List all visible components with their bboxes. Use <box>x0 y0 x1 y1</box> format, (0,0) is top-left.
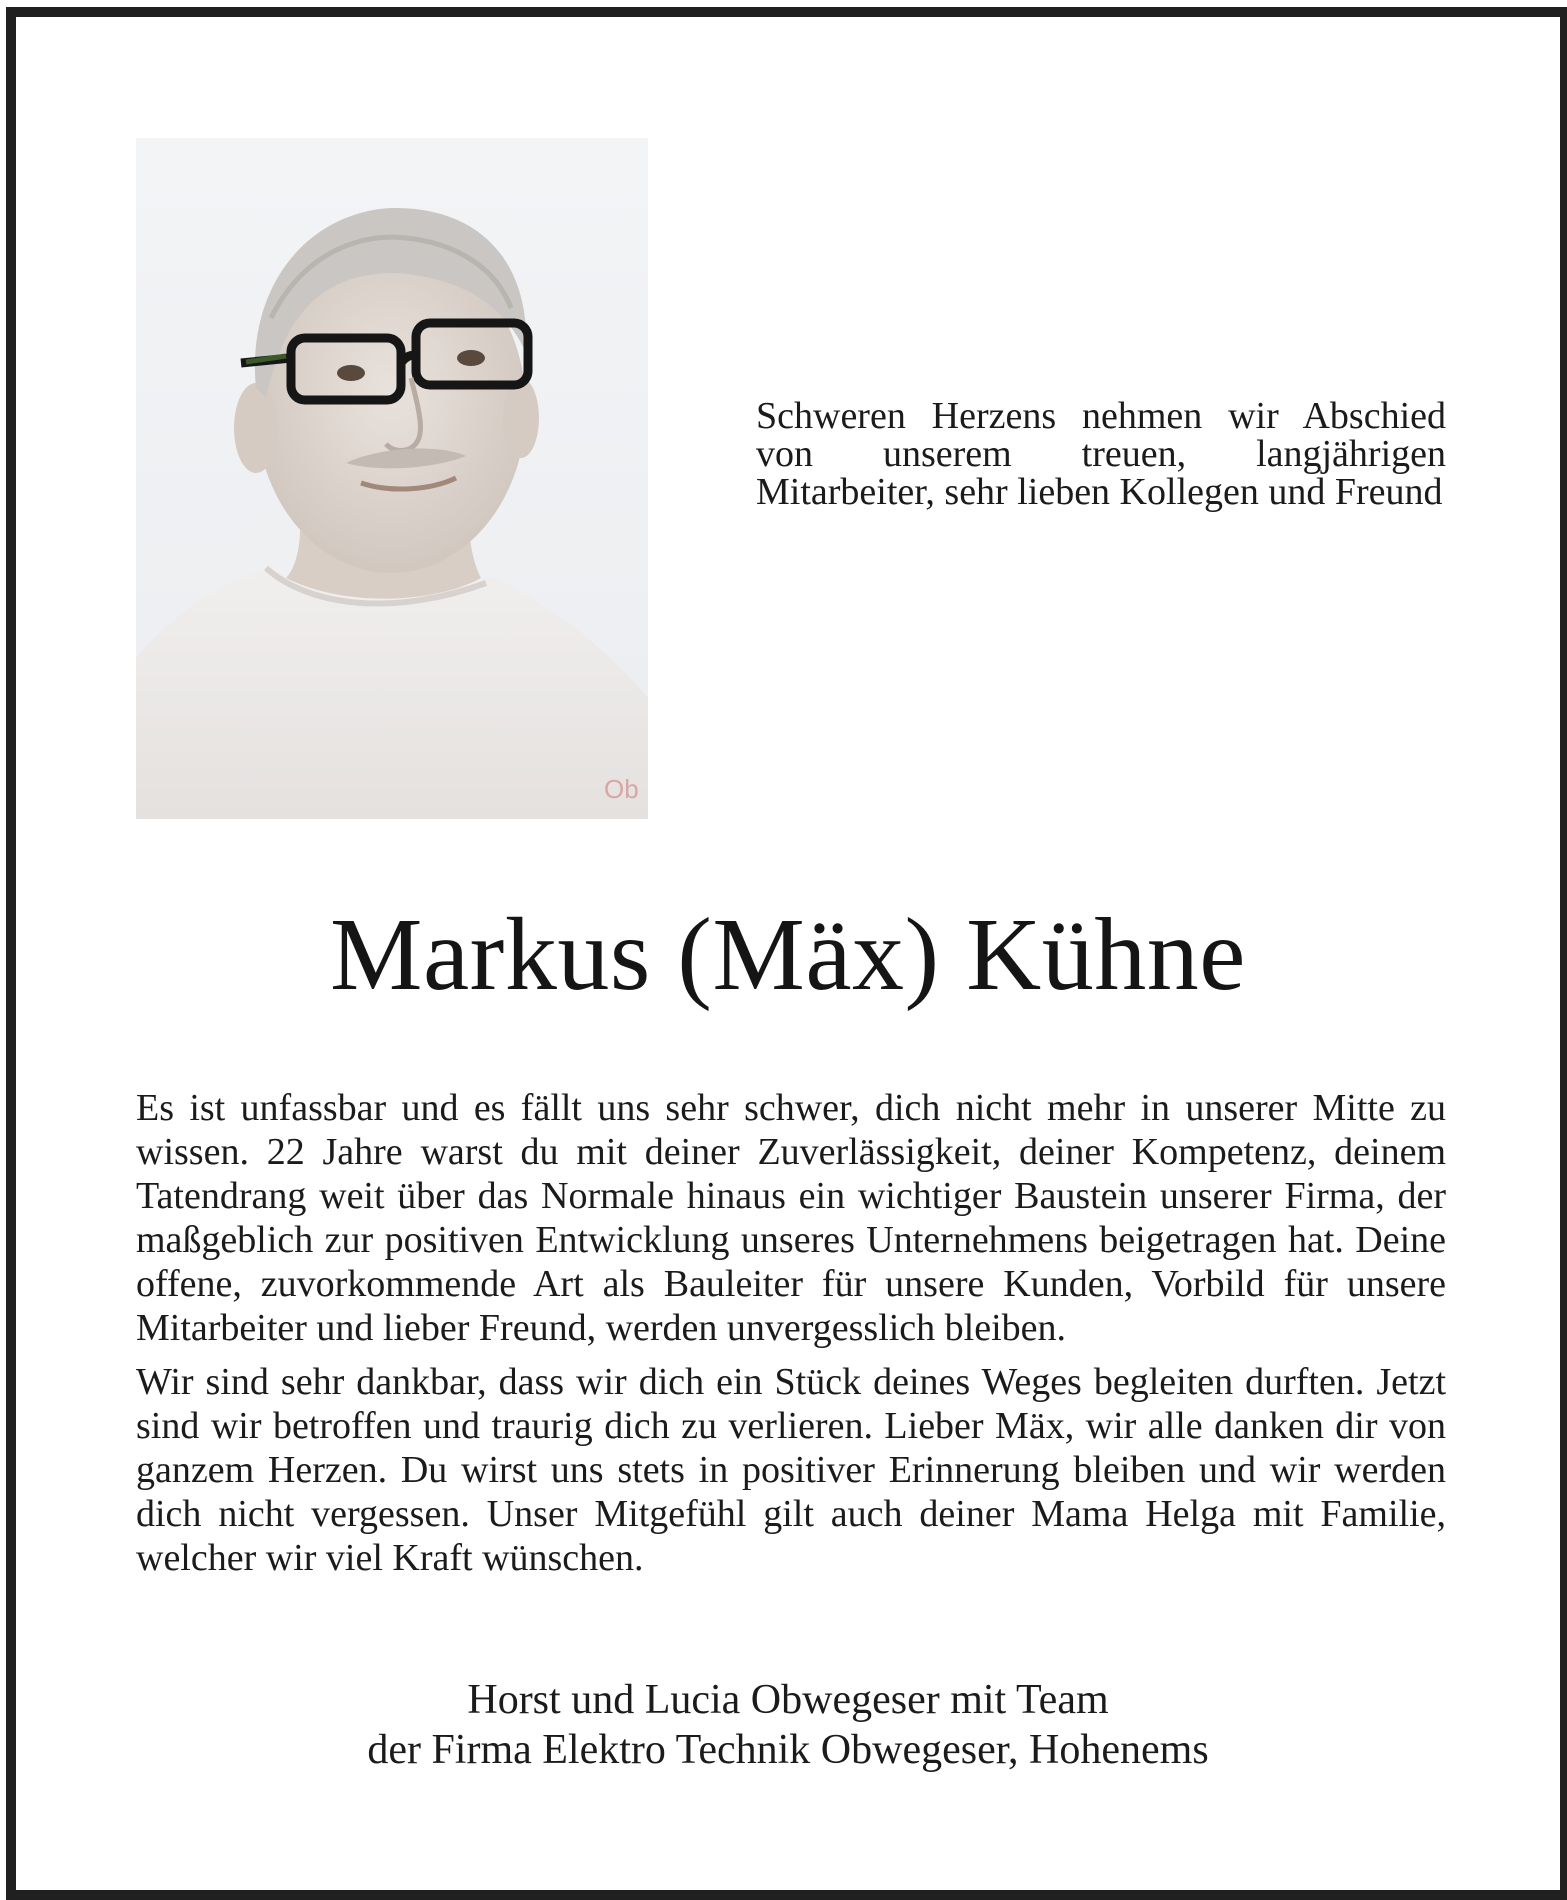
portrait-photo <box>136 138 648 819</box>
intro-text: Schweren Herzens nehmen wir Abschied von unserem treuen, langjährigen Mitarbeiter, sehr lieben Kollegen und Freund <box>756 395 1446 513</box>
portrait-illustration <box>136 138 648 819</box>
signature-line: Horst und Lucia Obwegeser mit Team <box>467 1677 1109 1723</box>
signature-line: der Firma Elektro Technik Obwegeser, Hohenems <box>367 1727 1209 1773</box>
body-paragraph: Es ist unfassbar und es fällt uns sehr schwer, dich nicht mehr in unserer Mitte zu wissen. 22 Jahre warst du mit deiner Zuverlässigkeit, deiner Kompetenz, deinem Tatendrang weit über das Normale hinaus ein wichtiger Baustein unserer Firma, der maßgeblich zur positiven Entwicklung unseres Unternehmens beigetragen hat. Deine offene, zuvorkommende Art als Bauleiter für unsere Kunden, Vorbild für unsere Mitarbeiter und lieber Freund, werden unvergesslich bleiben. <box>136 1087 1446 1349</box>
signature-block <box>16 1675 1560 1775</box>
obituary-notice <box>6 7 1567 1900</box>
shirt-logo-text: Ob <box>604 774 639 804</box>
body-paragraph: Wir sind sehr dankbar, dass wir dich ein Stück deines Weges begleiten durften. Jetzt sind wir betroffen und traurig dich zu verlieren. Lieber Mäx, wir alle danken dir von ganzem Herzen. Du wirst uns stets in positiver Erinnerung bleiben und wir werden dich nicht vergessen. Unser Mitgefühl gilt auch deiner Mama Helga mit Familie, welcher wir viel Kraft wünschen. <box>136 1361 1446 1579</box>
deceased-name: Markus (Mäx) Kühne <box>330 897 1246 1012</box>
obituary-body <box>136 1086 1446 1590</box>
